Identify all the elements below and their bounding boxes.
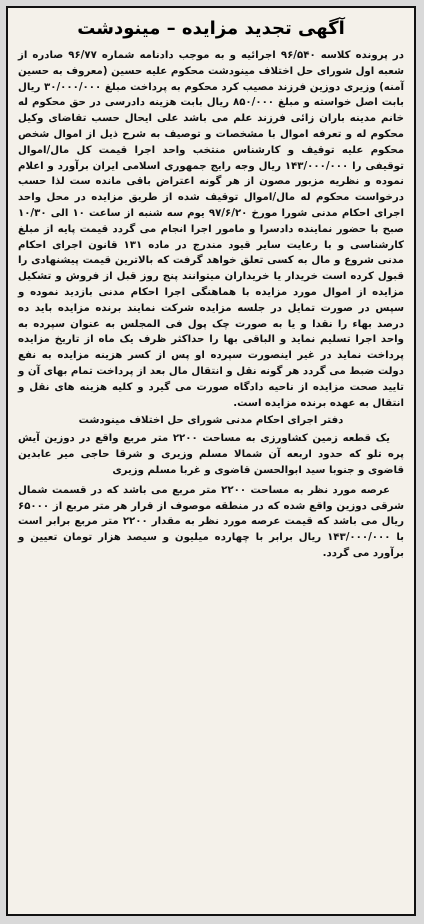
newspaper-clipping <box>6 6 416 916</box>
notice-signature: دفتر اجرای احکام مدنی شورای حل اختلاف مینودشت <box>78 415 344 427</box>
property-description: یک قطعه زمین کشاورزی به مساحت ۲۲۰۰ متر مربع واقع در دوزین آیش پره تلو که حدود اربعه آن شمالا مسلم وزیری و شرقا حاجی میر عابدین قاضوی و جنوبا سید ابوالحسن قاضوی و غربا مسلم وزیری <box>18 433 404 476</box>
property-valuation: عرصه مورد نظر به مساحت ۲۲۰۰ متر مربع می باشد که در قسمت شمال شرقی دوزین واقع شده که در منطقه موصوف از قرار هر متر مربع از ۶۵۰۰۰ ریال می باشد که قیمت عرصه مورد نظر به مقدار ۲۲۰۰ متر مربع برابر است با ۱۴۳/۰۰۰/۰۰۰ ریال برابر با چهارده میلیون و سیصد هزار تومان تعیین و برآورد می گردد. <box>18 484 405 559</box>
notice-body: در پرونده کلاسه ۹۶/۵۴۰ اجرائیه و به موجب دادنامه شماره ۹۶/۷۷ صادره از شعبه اول شورای حل اختلاف مینودشت محکوم علیه حسین (معروف به حسین آمنه) وزیری دوزین فرزند مصیب کرد محکوم به پرداخت مبلغ ۳۰/۰۰۰/۰۰۰ ریال بابت اصل خواسته و مبلغ ۸۵۰/۰۰۰ ریال بابت هزینه دادرسی در حق محکوم له خانم مدینه باران زائی فرزند علم می باشد علی ایحال حسب تقاضای وکیل محکوم له و تعرفه اموال با مشخصات و توصیف به شرح ذیل از اموال شخص محکوم علیه توقیف و کارشناس منتخب واحد اجرا قیمت کل مال/اموال توقیفی را ۱۴۳/۰۰۰/۰۰۰ ریال وجه رایج جمهوری اسلامی ایران برآورد و اعلام نموده و نظریه مزبور مصون از هر گونه اعتراض باقی مانده ست لذا حسب درخواست محکوم له مال/اموال توقیف شده از طریق مزایده در محل واحد اجرای احکام مدنی شورا مورخ ۹۷/۶/۲۰ یوم سه شنبه از ساعت ۱۰ الی ۱۰/۳۰ صبح با حضور نماینده دادسرا و مامور اجرا انجام می گردد قیمت پایه از مبلغ کارشناسی و با رعایت سایر قیود مندرج در ماده ۱۳۱ قانون اجرای احکام مدنی شروع و مال به کسی تعلق خواهد گرفت که بالاترین قیمت پیشنهادی را قبول کرده است خریدار یا خریداران میتوانند پنج روز قبل از فروش و تشکیل مزایده از اموال مورد مزایده با هماهنگی اجرا احکام مدنی بازدید نموده و سپس در صورت تمایل در جلسه مزایده شرکت نمایند برنده مزایده باید ده درصد بهاء را نقدا و یا به صورت چک پول فی المجلس به عنوان سپرده به واحد اجرا تسلیم نماید و الباقی بها را حداکثر ظرف یک ماه از تاریخ مزایده پرداخت نماید در غیر اینصورت سپرده او پس از کسر هزینه مزایده به نفع دولت ضبط می گردد هر گونه نقل و انتقال مال بعد از پرداخت تمام بهای آن و تایید صحت مزایده از ناحیه دادگاه صورت می گیرد و کلیه هزینه های نقل و انتقال به عهده برنده مزایده است. <box>18 50 405 409</box>
notice-title: آگهی تجدید مزایده – مینودشت <box>77 18 345 39</box>
